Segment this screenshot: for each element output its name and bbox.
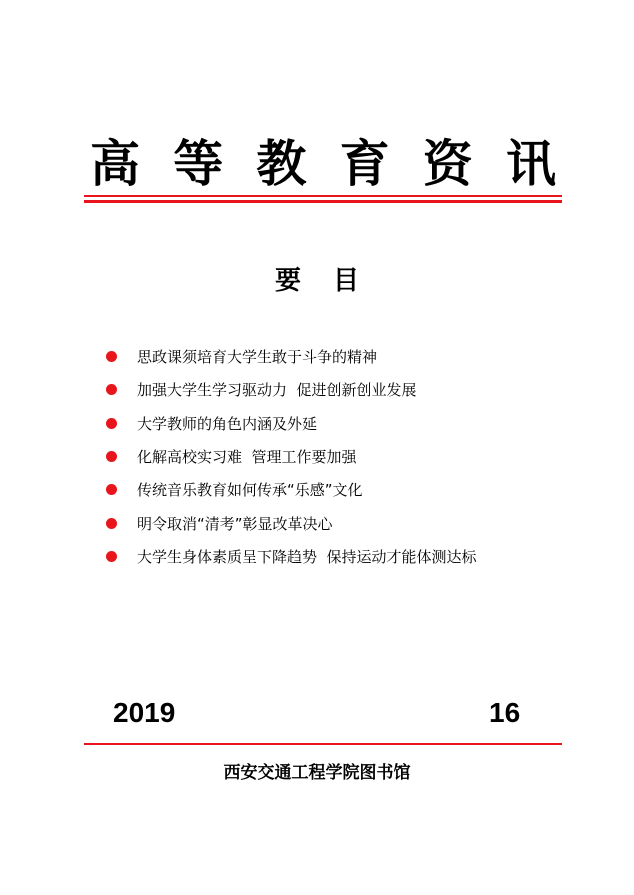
title-char: 等: [173, 134, 224, 193]
title-char: 教: [256, 134, 307, 193]
bullet-dot-icon: [106, 384, 117, 395]
bullet-dot-icon: [106, 418, 117, 429]
bullet-dot-icon: [106, 551, 117, 562]
bullet-dot-icon: [106, 518, 117, 529]
bullet-dot-icon: [106, 351, 117, 362]
journal-title: [84, 133, 562, 195]
toc-item: [106, 540, 566, 573]
toc-item: [106, 407, 566, 440]
toc-item: [106, 440, 566, 473]
issue-number: 16: [489, 697, 521, 728]
toc-item-text: 传统音乐教育如何传承“乐感”文化: [137, 481, 363, 500]
publisher-name: 西安交通工程学院图书馆: [223, 763, 411, 783]
toc-item-text: 思政课须培育大学生敢于斗争的精神: [137, 348, 378, 367]
toc-item: [106, 340, 566, 373]
toc-item: [106, 506, 566, 539]
footer-divider: [84, 743, 562, 745]
toc-heading: 要目: [274, 266, 391, 296]
toc-item: [106, 473, 566, 506]
bullet-dot-icon: [106, 484, 117, 495]
title-char: 讯: [505, 134, 556, 193]
title-char: 资: [422, 134, 473, 193]
toc-item: [106, 373, 566, 406]
publication-year: 2019: [113, 697, 176, 728]
title-divider-thin: [84, 195, 562, 197]
title-char: 高: [90, 134, 140, 193]
toc-item-text: 化解高校实习难 管理工作要加强: [137, 448, 357, 467]
title-divider-thick: [84, 200, 562, 203]
toc-item-text: 加强大学生学习驱动力 促进创新创业发展: [137, 381, 417, 400]
toc-item-text: 大学生身体素质呈下降趋势 保持运动才能体测达标: [137, 547, 477, 566]
toc-list: [106, 340, 566, 573]
toc-item-text: 明令取消“清考”彰显改革决心: [137, 514, 333, 533]
title-char: 育: [339, 134, 390, 193]
toc-item-text: 大学教师的角色内涵及外延: [137, 414, 318, 433]
bullet-dot-icon: [106, 451, 117, 462]
